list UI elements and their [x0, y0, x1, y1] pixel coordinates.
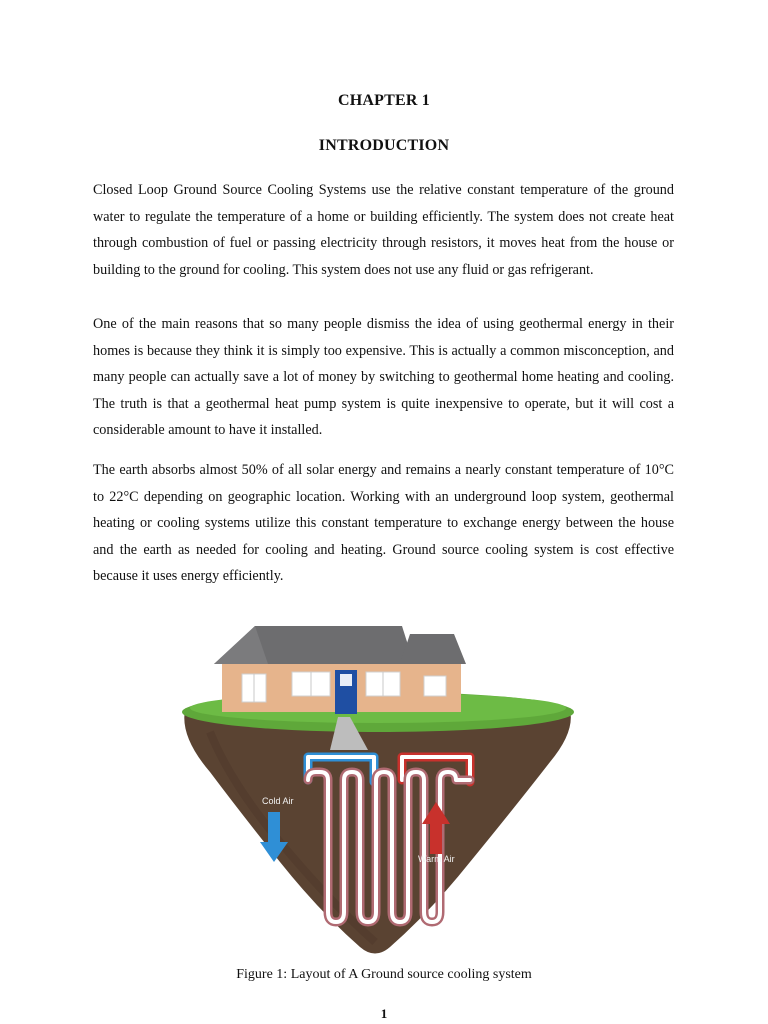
geothermal-illustration — [170, 612, 590, 964]
cold-air-label: Cold Air — [262, 796, 294, 806]
ground-source-figure — [170, 612, 590, 964]
paragraph-3: The earth absorbs almost 50% of all solar energy and remains a nearly constant temperature of 10°C to 22°C depending on geographic location. Working with an underground loop system, geothermal heating or cooling systems utilize this constant temperature to exchange energy between the house and the earth as needed for cooling and heating. Ground source cooling system is cost effective because it uses energy efficiently. — [93, 462, 674, 585]
caption-text: Layout of A Ground source cooling system — [287, 967, 532, 982]
page-number: 1 — [380, 1006, 388, 1021]
paragraph-2: One of the main reasons that so many people dismiss the idea of using geothermal energy in their homes is because they think it is simply too expensive. This is actually a common misconception, and many people can actually save a lot of money by switching to geothermal home heating and cooling. The truth is that a geothermal heat pump system is quite inexpensive to operate, but it will cost a considerable amount to have it installed. — [93, 316, 674, 439]
paragraph-1: Closed Loop Ground Source Cooling Systems use the relative constant temperature of the ground water to regulate the temperature of a home or building efficiently. The system does not create heat through combustion of fuel or passing electricity through resistors, it moves heat from the house or building to the ground for cooling. This system does not use any fluid or gas refrigerant. — [93, 182, 674, 278]
house — [214, 626, 466, 714]
chapter-title: CHAPTER 1 — [337, 92, 431, 109]
warm-air-label: Warm Air — [418, 854, 455, 864]
caption-prefix: Figure 1: — [236, 967, 288, 982]
figure-caption — [0, 967, 768, 983]
section-heading: INTRODUCTION — [318, 137, 450, 154]
